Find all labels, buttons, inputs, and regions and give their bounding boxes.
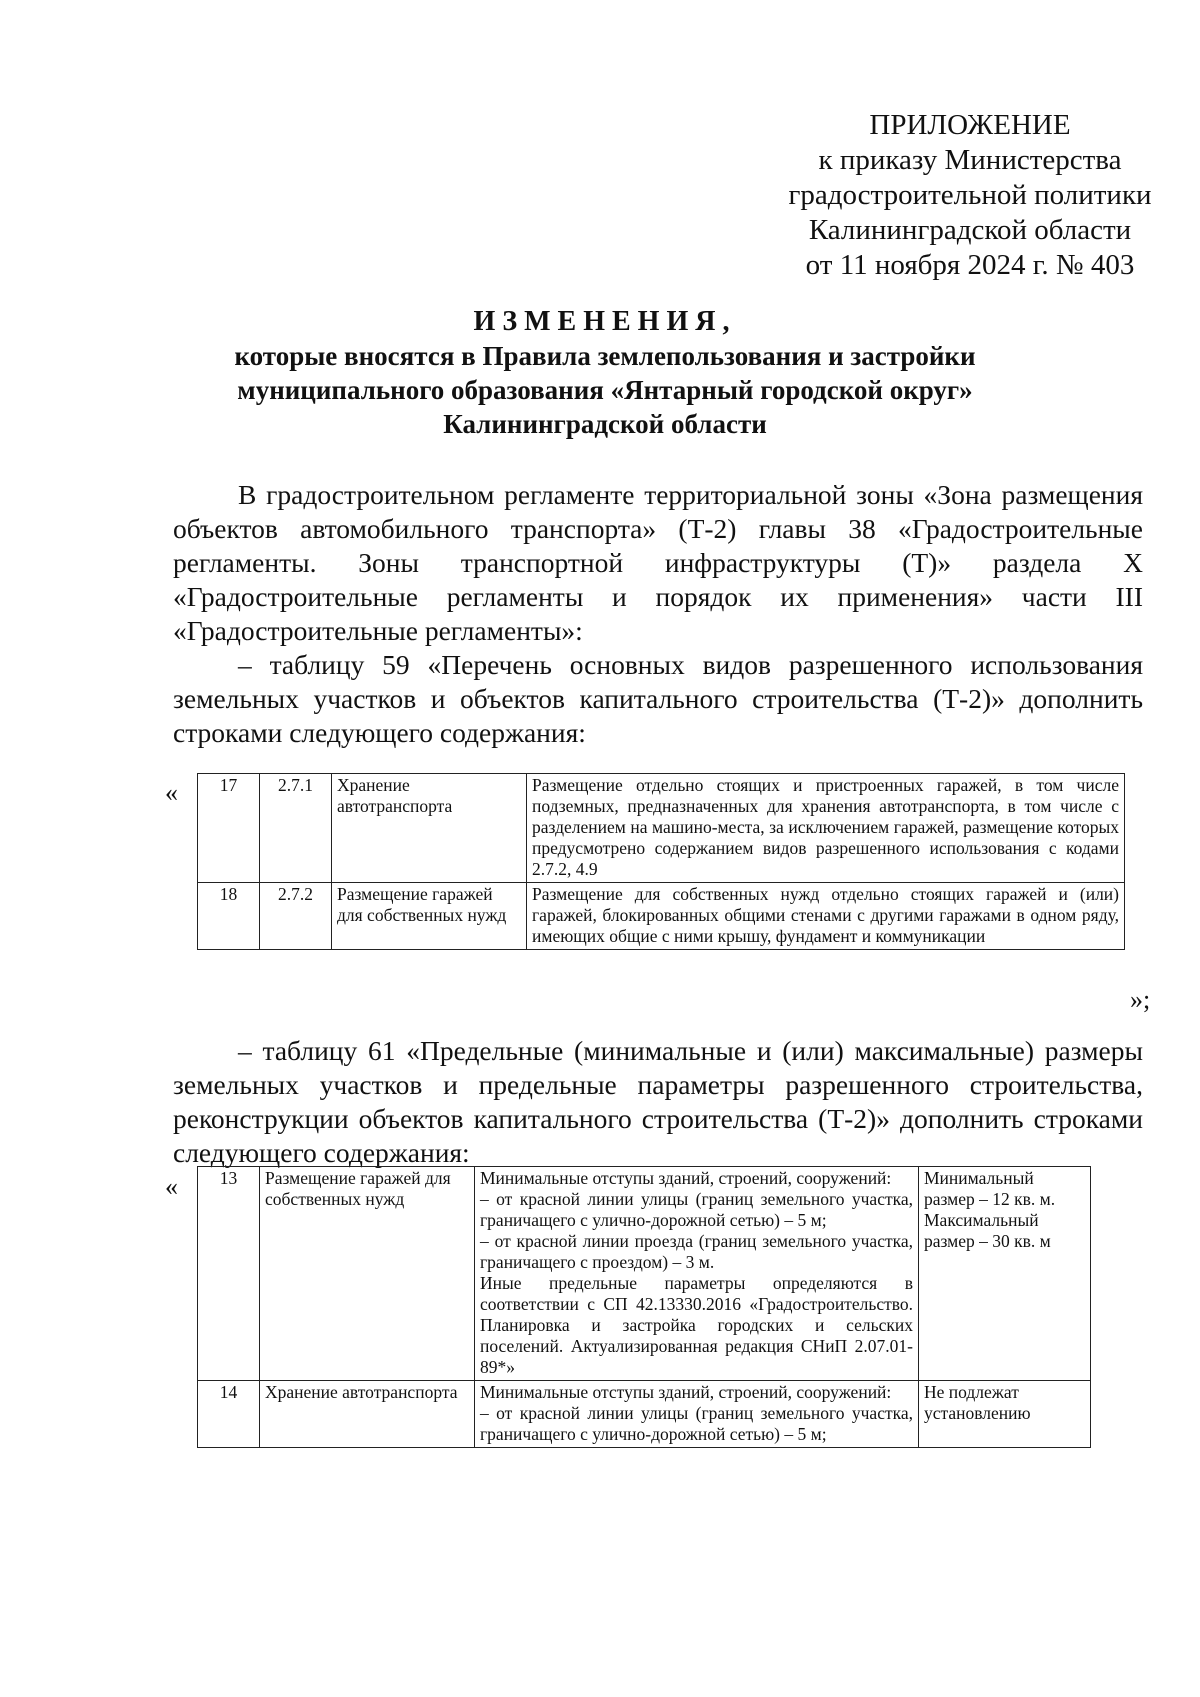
appendix-line: градостроительной политики	[788, 179, 1152, 211]
table-row	[198, 1167, 1091, 1381]
table-row	[198, 774, 1125, 883]
row-code: 2.7.2	[260, 883, 332, 950]
heading-line: Калининградской области	[443, 409, 767, 439]
row-number: 18	[198, 883, 260, 950]
appendix-date: от 11 ноября 2024 г. № 403	[805, 249, 1135, 281]
row-name: Хранение автотранспорта	[260, 1381, 475, 1448]
appendix-line: Калининградской области	[808, 214, 1132, 246]
row-number: 13	[198, 1167, 260, 1381]
row-description: Размещение для собственных нужд отдельно стоящих гаражей и (или) гаражей, блокированных общими стенами с другими гаражами в одном ряду, имеющих общие с ними крышу, фундамент и коммуникации	[527, 883, 1125, 950]
appendix-title: ПРИЛОЖЕНИЕ	[869, 109, 1071, 141]
item-61-section	[173, 1034, 1143, 1170]
parameter-line: Иные предельные параметры определяются в соответствии с СП 42.13330.2016 «Градостроительство. Планировка и застройка городских и сельских поселений. Актуализированная редакция СНиП 2.07.01-89*»	[480, 1273, 913, 1377]
heading-line: которые вносятся в Правила землепользования и застройки	[234, 341, 976, 371]
open-quote: «	[165, 1172, 178, 1201]
table-row	[198, 883, 1125, 950]
row-name: Хранение автотранспорта	[332, 774, 527, 883]
parameter-line: Минимальные отступы зданий, строений, сооружений:	[480, 1168, 892, 1188]
size-max: Максимальный размер – 30 кв. м	[924, 1210, 1051, 1251]
intro-section	[173, 478, 1143, 750]
row-name: Размещение гаражей для собственных нужд	[260, 1167, 475, 1381]
intro-paragraph: В градостроительном регламенте территориальной зоны «Зона размещения объектов автомобильного транспорта» (Т-2) главы 38 «Градостроительные регламенты. Зоны транспортной инфраструктуры (Т)» раздела X «Градостроительные регламенты и порядок их применения» части III «Градостроительные регламенты»:	[173, 479, 1143, 646]
row-description: Размещение отдельно стоящих и пристроенных гаражей, в том числе подземных, предназначенных для хранения автотранспорта, в том числе с разделением на машино-места, за исключением гаражей, размещение которых предусмотрено содержанием видов разрешенного использования с кодами 2.7.2, 4.9	[527, 774, 1125, 883]
close-quote: »;	[1130, 985, 1151, 1014]
row-name: Размещение гаражей для собственных нужд	[332, 883, 527, 950]
appendix-line: к приказу Министерства	[818, 144, 1122, 176]
table-row	[198, 1381, 1091, 1448]
item-61-paragraph: – таблицу 61 «Предельные (минимальные и (или) максимальные) размеры земельных участков и предельные параметры разрешенного строительства, реконструкции объектов капитального строительства (Т-2)» дополнить строками следующего содержания:	[173, 1035, 1143, 1168]
size-min: Минимальный размер – 12 кв. м.	[924, 1168, 1056, 1209]
heading-line: муниципального образования «Янтарный городской округ»	[237, 375, 973, 405]
table-61	[197, 1166, 1091, 1448]
appendix-block	[770, 108, 1170, 283]
row-number: 17	[198, 774, 260, 883]
heading-title: ИЗМЕНЕНИЯ,	[473, 306, 737, 337]
parameter-line: Минимальные отступы зданий, строений, сооружений:	[480, 1382, 892, 1402]
row-size: Не подлежат установлению	[919, 1381, 1091, 1448]
parameter-line: – от красной линии проезда (границ земельного участка, граничащего с проездом) – 3 м.	[480, 1231, 913, 1272]
table-59	[197, 773, 1125, 950]
document-heading	[140, 305, 1070, 441]
parameter-line: – от красной линии улицы (границ земельного участка, граничащего с улично-дорожной сетью) – 5 м;	[480, 1189, 913, 1230]
row-size	[919, 1167, 1091, 1381]
row-parameters	[475, 1381, 919, 1448]
item-59-paragraph: – таблицу 59 «Перечень основных видов разрешенного использования земельных участков и объектов капитального строительства (Т-2)» дополнить строками следующего содержания:	[173, 649, 1143, 748]
open-quote: «	[165, 778, 178, 807]
row-code: 2.7.1	[260, 774, 332, 883]
row-number: 14	[198, 1381, 260, 1448]
parameter-line: – от красной линии улицы (границ земельного участка, граничащего с улично-дорожной сетью) – 5 м;	[480, 1403, 913, 1444]
row-parameters	[475, 1167, 919, 1381]
